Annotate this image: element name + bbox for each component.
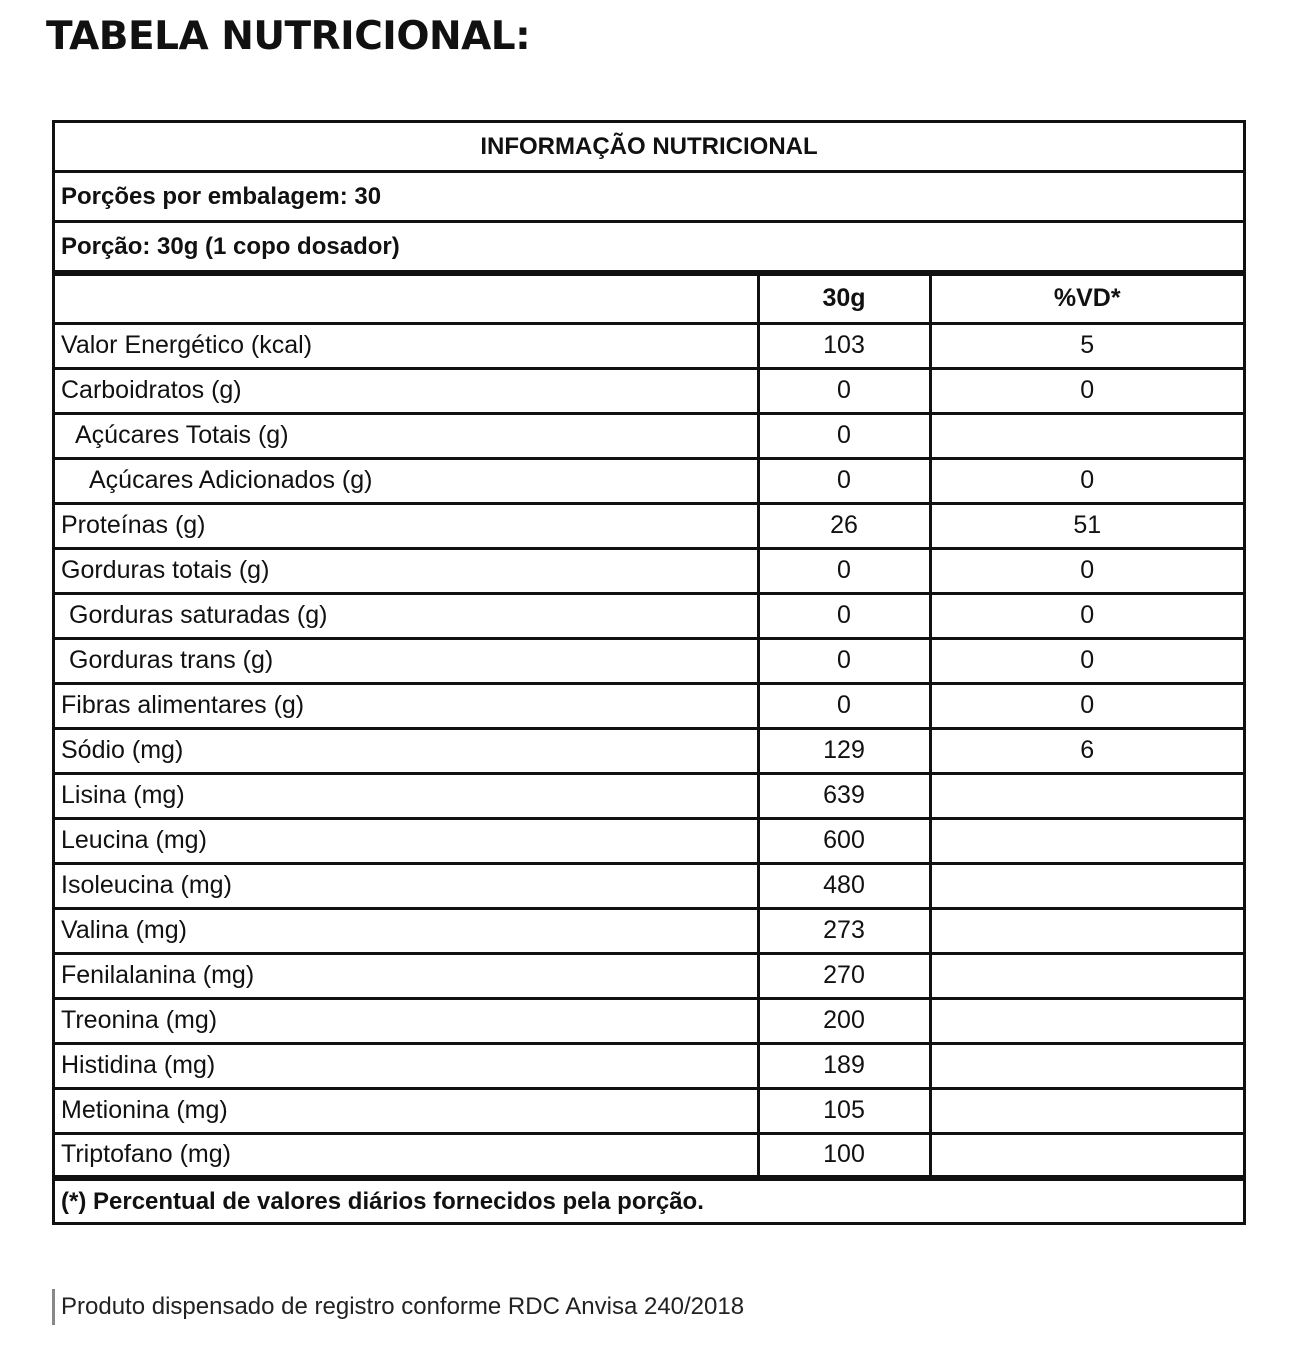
nutrient-label: Gorduras totais (g) (55, 548, 758, 593)
dv-footnote: (*) Percentual de valores diários fornecidos pela porção. (55, 1181, 1243, 1225)
nutrient-dv: 0 (930, 683, 1243, 728)
nutrient-amount: 0 (758, 593, 930, 638)
nutrient-label: Fibras alimentares (g) (55, 683, 758, 728)
table-row (55, 638, 1243, 683)
nutrient-dv (930, 1088, 1243, 1133)
table-row (55, 728, 1243, 773)
nutrient-amount: 270 (758, 953, 930, 998)
nutrient-amount: 100 (758, 1133, 930, 1178)
column-header-dv: %VD* (930, 276, 1243, 323)
nutrient-dv: 0 (930, 593, 1243, 638)
nutrient-dv: 51 (930, 503, 1243, 548)
nutrient-amount: 600 (758, 818, 930, 863)
table-row (55, 953, 1243, 998)
nutrient-dv: 5 (930, 323, 1243, 368)
nutrient-label: Açúcares Totais (g) (55, 413, 758, 458)
nutrient-dv (930, 1133, 1243, 1178)
nutrient-amount: 639 (758, 773, 930, 818)
column-header-label (55, 276, 758, 323)
nutrition-table (52, 120, 1246, 1225)
nutrient-label: Isoleucina (mg) (55, 863, 758, 908)
nutrient-dv (930, 818, 1243, 863)
nutrient-amount: 200 (758, 998, 930, 1043)
nutrient-amount: 105 (758, 1088, 930, 1133)
table-row (55, 413, 1243, 458)
nutrient-dv (930, 908, 1243, 953)
nutrient-grid (55, 276, 1243, 1181)
nutrient-dv (930, 773, 1243, 818)
nutrient-amount: 0 (758, 638, 930, 683)
nutrient-label: Valor Energético (kcal) (55, 323, 758, 368)
table-row (55, 593, 1243, 638)
nutrient-label: Gorduras trans (g) (55, 638, 758, 683)
nutrient-amount: 0 (758, 368, 930, 413)
nutrient-amount: 0 (758, 683, 930, 728)
nutrient-dv (930, 413, 1243, 458)
nutrient-label: Valina (mg) (55, 908, 758, 953)
serving-size: Porção: 30g (1 copo dosador) (55, 223, 1243, 276)
nutrient-amount: 103 (758, 323, 930, 368)
table-row (55, 818, 1243, 863)
nutrient-dv: 0 (930, 458, 1243, 503)
nutrient-dv: 0 (930, 638, 1243, 683)
column-header-row (55, 276, 1243, 323)
nutrient-label: Carboidratos (g) (55, 368, 758, 413)
nutrient-label: Lisina (mg) (55, 773, 758, 818)
table-row (55, 1043, 1243, 1088)
nutrient-label: Proteínas (g) (55, 503, 758, 548)
table-row (55, 1133, 1243, 1178)
registration-note-text: Produto dispensado de registro conforme RDC Anvisa 240/2018 (61, 1293, 745, 1320)
registration-note (52, 1289, 744, 1325)
nutrient-dv: 0 (930, 548, 1243, 593)
servings-per-package: Porções por embalagem: 30 (55, 173, 1243, 223)
nutrient-amount: 480 (758, 863, 930, 908)
column-header-amount: 30g (758, 276, 930, 323)
nutrient-dv (930, 953, 1243, 998)
nutrient-dv: 0 (930, 368, 1243, 413)
nutrient-label: Açúcares Adicionados (g) (55, 458, 758, 503)
nutrient-amount: 189 (758, 1043, 930, 1088)
nutrient-label: Treonina (mg) (55, 998, 758, 1043)
nutrient-amount: 129 (758, 728, 930, 773)
nutrient-label: Metionina (mg) (55, 1088, 758, 1133)
table-row (55, 503, 1243, 548)
nutrient-label: Leucina (mg) (55, 818, 758, 863)
nutrient-amount: 0 (758, 413, 930, 458)
nutrient-dv (930, 1043, 1243, 1088)
table-row (55, 548, 1243, 593)
nutrient-label: Fenilalanina (mg) (55, 953, 758, 998)
nutrient-dv: 6 (930, 728, 1243, 773)
table-row (55, 323, 1243, 368)
nutrient-amount: 26 (758, 503, 930, 548)
table-row (55, 683, 1243, 728)
table-row (55, 458, 1243, 503)
nutrient-label: Gorduras saturadas (g) (55, 593, 758, 638)
table-row (55, 908, 1243, 953)
table-row (55, 773, 1243, 818)
table-title: INFORMAÇÃO NUTRICIONAL (55, 123, 1243, 173)
table-row (55, 1088, 1243, 1133)
nutrient-amount: 0 (758, 458, 930, 503)
table-row (55, 863, 1243, 908)
nutrient-label: Triptofano (mg) (55, 1133, 758, 1178)
page-title: TABELA NUTRICIONAL: (46, 14, 531, 59)
nutrient-dv (930, 998, 1243, 1043)
table-row (55, 998, 1243, 1043)
table-row (55, 368, 1243, 413)
nutrient-label: Sódio (mg) (55, 728, 758, 773)
nutrient-dv (930, 863, 1243, 908)
nutrient-amount: 0 (758, 548, 930, 593)
nutrient-amount: 273 (758, 908, 930, 953)
nutrient-label: Histidina (mg) (55, 1043, 758, 1088)
